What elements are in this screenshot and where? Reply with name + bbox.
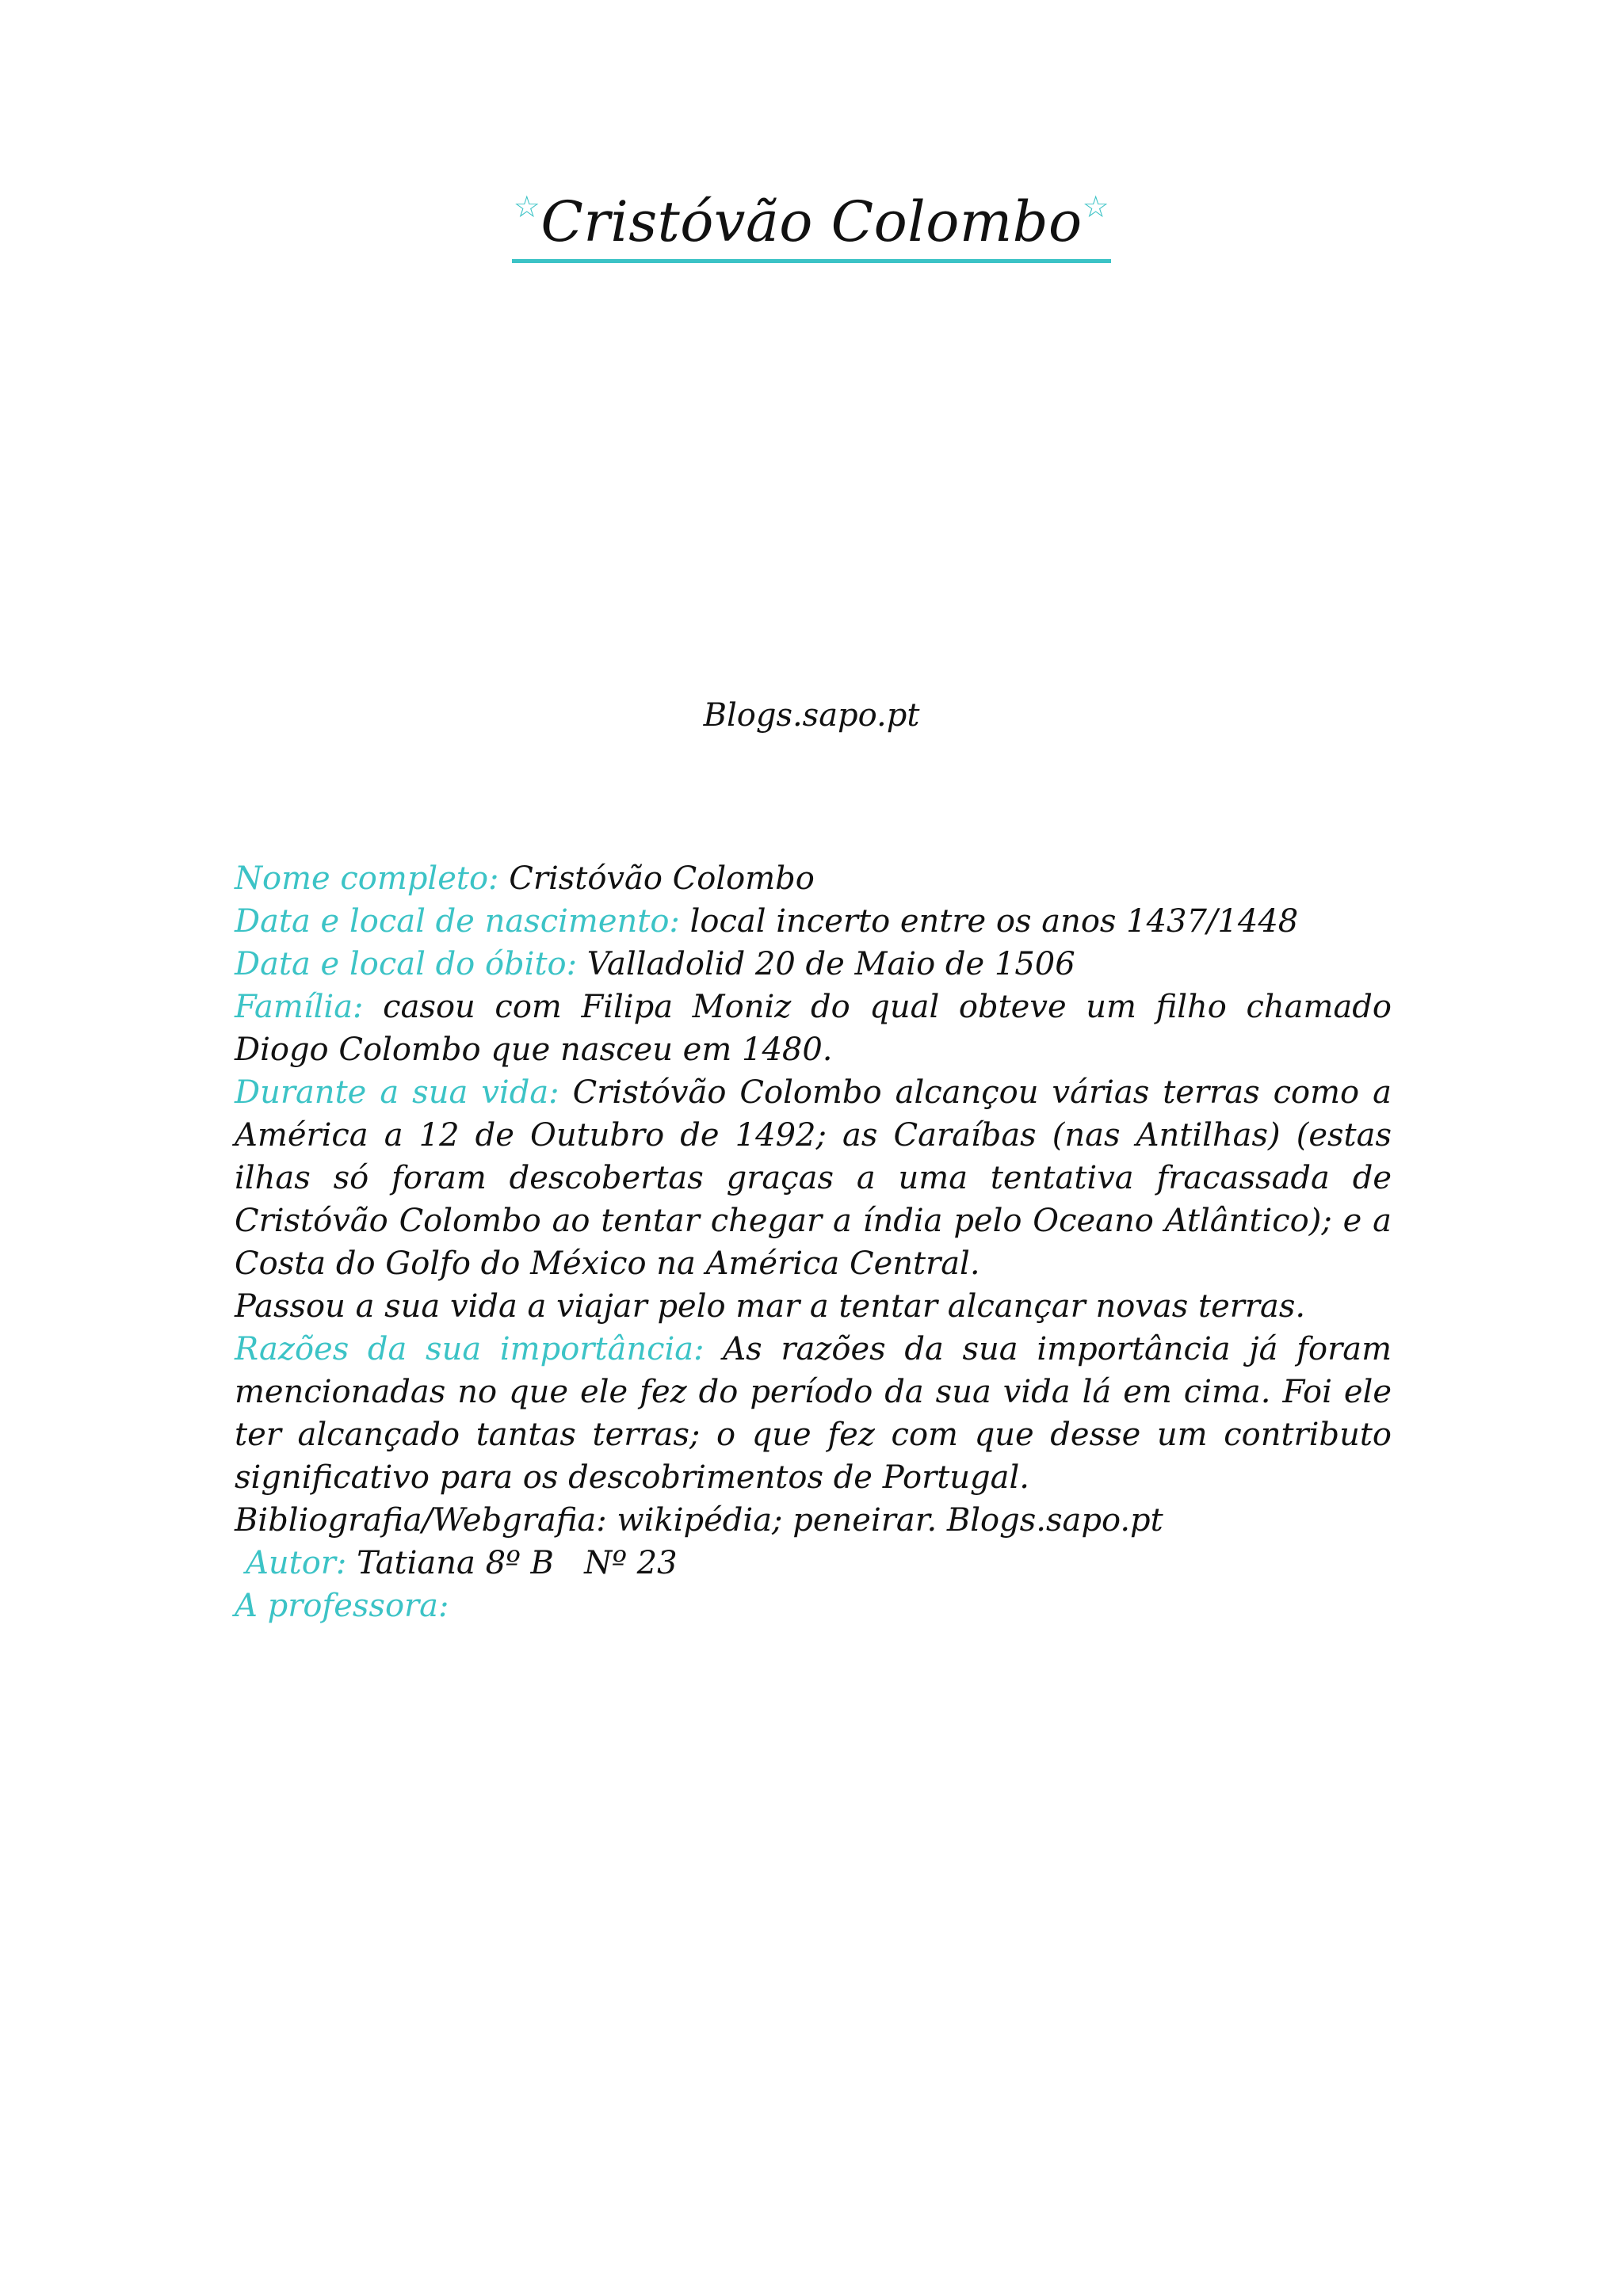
nome-value: Cristóvão Colombo (498, 860, 815, 897)
field-vida (235, 1071, 1392, 1285)
biography-content (235, 857, 1392, 1627)
page-title-text: Cristóvão Colombo (540, 189, 1083, 254)
star-right-icon: ☆ (1082, 189, 1110, 224)
nascimento-label: Data e local de nascimento: (235, 903, 680, 940)
nome-label: Nome completo: (235, 860, 499, 897)
obito-label: Data e local do óbito: (235, 946, 578, 982)
familia-label: Família: (235, 989, 364, 1025)
field-nome (235, 857, 1392, 900)
bibliografia: Bibliografia/Webgrafia: wikipédia; peneirar. Blogs.sapo.pt (235, 1502, 1163, 1539)
importancia-value: As razões da sua importância já foram mencionadas no que ele fez do período da sua vida lá em cima. Foi ele ter alcançado tantas terras; o que fez com que desse um contributo significativo para os descobrimentos de Portugal. (235, 1331, 1392, 1496)
field-familia (235, 986, 1392, 1071)
familia-value: casou com Filipa Moniz do qual obteve um filho chamado Diogo Colombo que nasceu em 1480. (235, 989, 1392, 1068)
image-caption: Blogs.sapo.pt (703, 697, 920, 734)
field-importancia (235, 1328, 1392, 1499)
vida-extra: Passou a sua vida a viajar pelo mar a tentar alcançar novas terras. (235, 1288, 1306, 1325)
field-obito (235, 943, 1392, 986)
star-left-icon: ☆ (513, 189, 541, 224)
field-nascimento (235, 900, 1392, 943)
title-container (0, 190, 1623, 263)
autor-value: Tatiana 8º B Nº 23 (346, 1545, 678, 1581)
importancia-label: Razões da sua importância: (235, 1331, 705, 1367)
vida-label: Durante a sua vida: (235, 1074, 559, 1111)
field-professora (235, 1585, 1392, 1627)
autor-label: Autor: (246, 1545, 347, 1581)
nascimento-value: local incerto entre os anos 1437/1448 (679, 903, 1299, 940)
page-title (512, 190, 1112, 263)
field-autor (235, 1542, 1392, 1585)
vida-value: Cristóvão Colombo alcançou várias terras como a América a 12 de Outubro de 1492; as Caraíbas (nas Antilhas) (estas ilhas só foram descobertas graças a uma tentativa fracassada de Cristóvão Colombo ao tentar chegar a índia pelo Oceano Atlântico); e a Costa do Golfo do México na América Central. (235, 1074, 1392, 1282)
obito-value: Valladolid 20 de Maio de 1506 (577, 946, 1075, 982)
professora-label: A professora: (235, 1588, 449, 1624)
